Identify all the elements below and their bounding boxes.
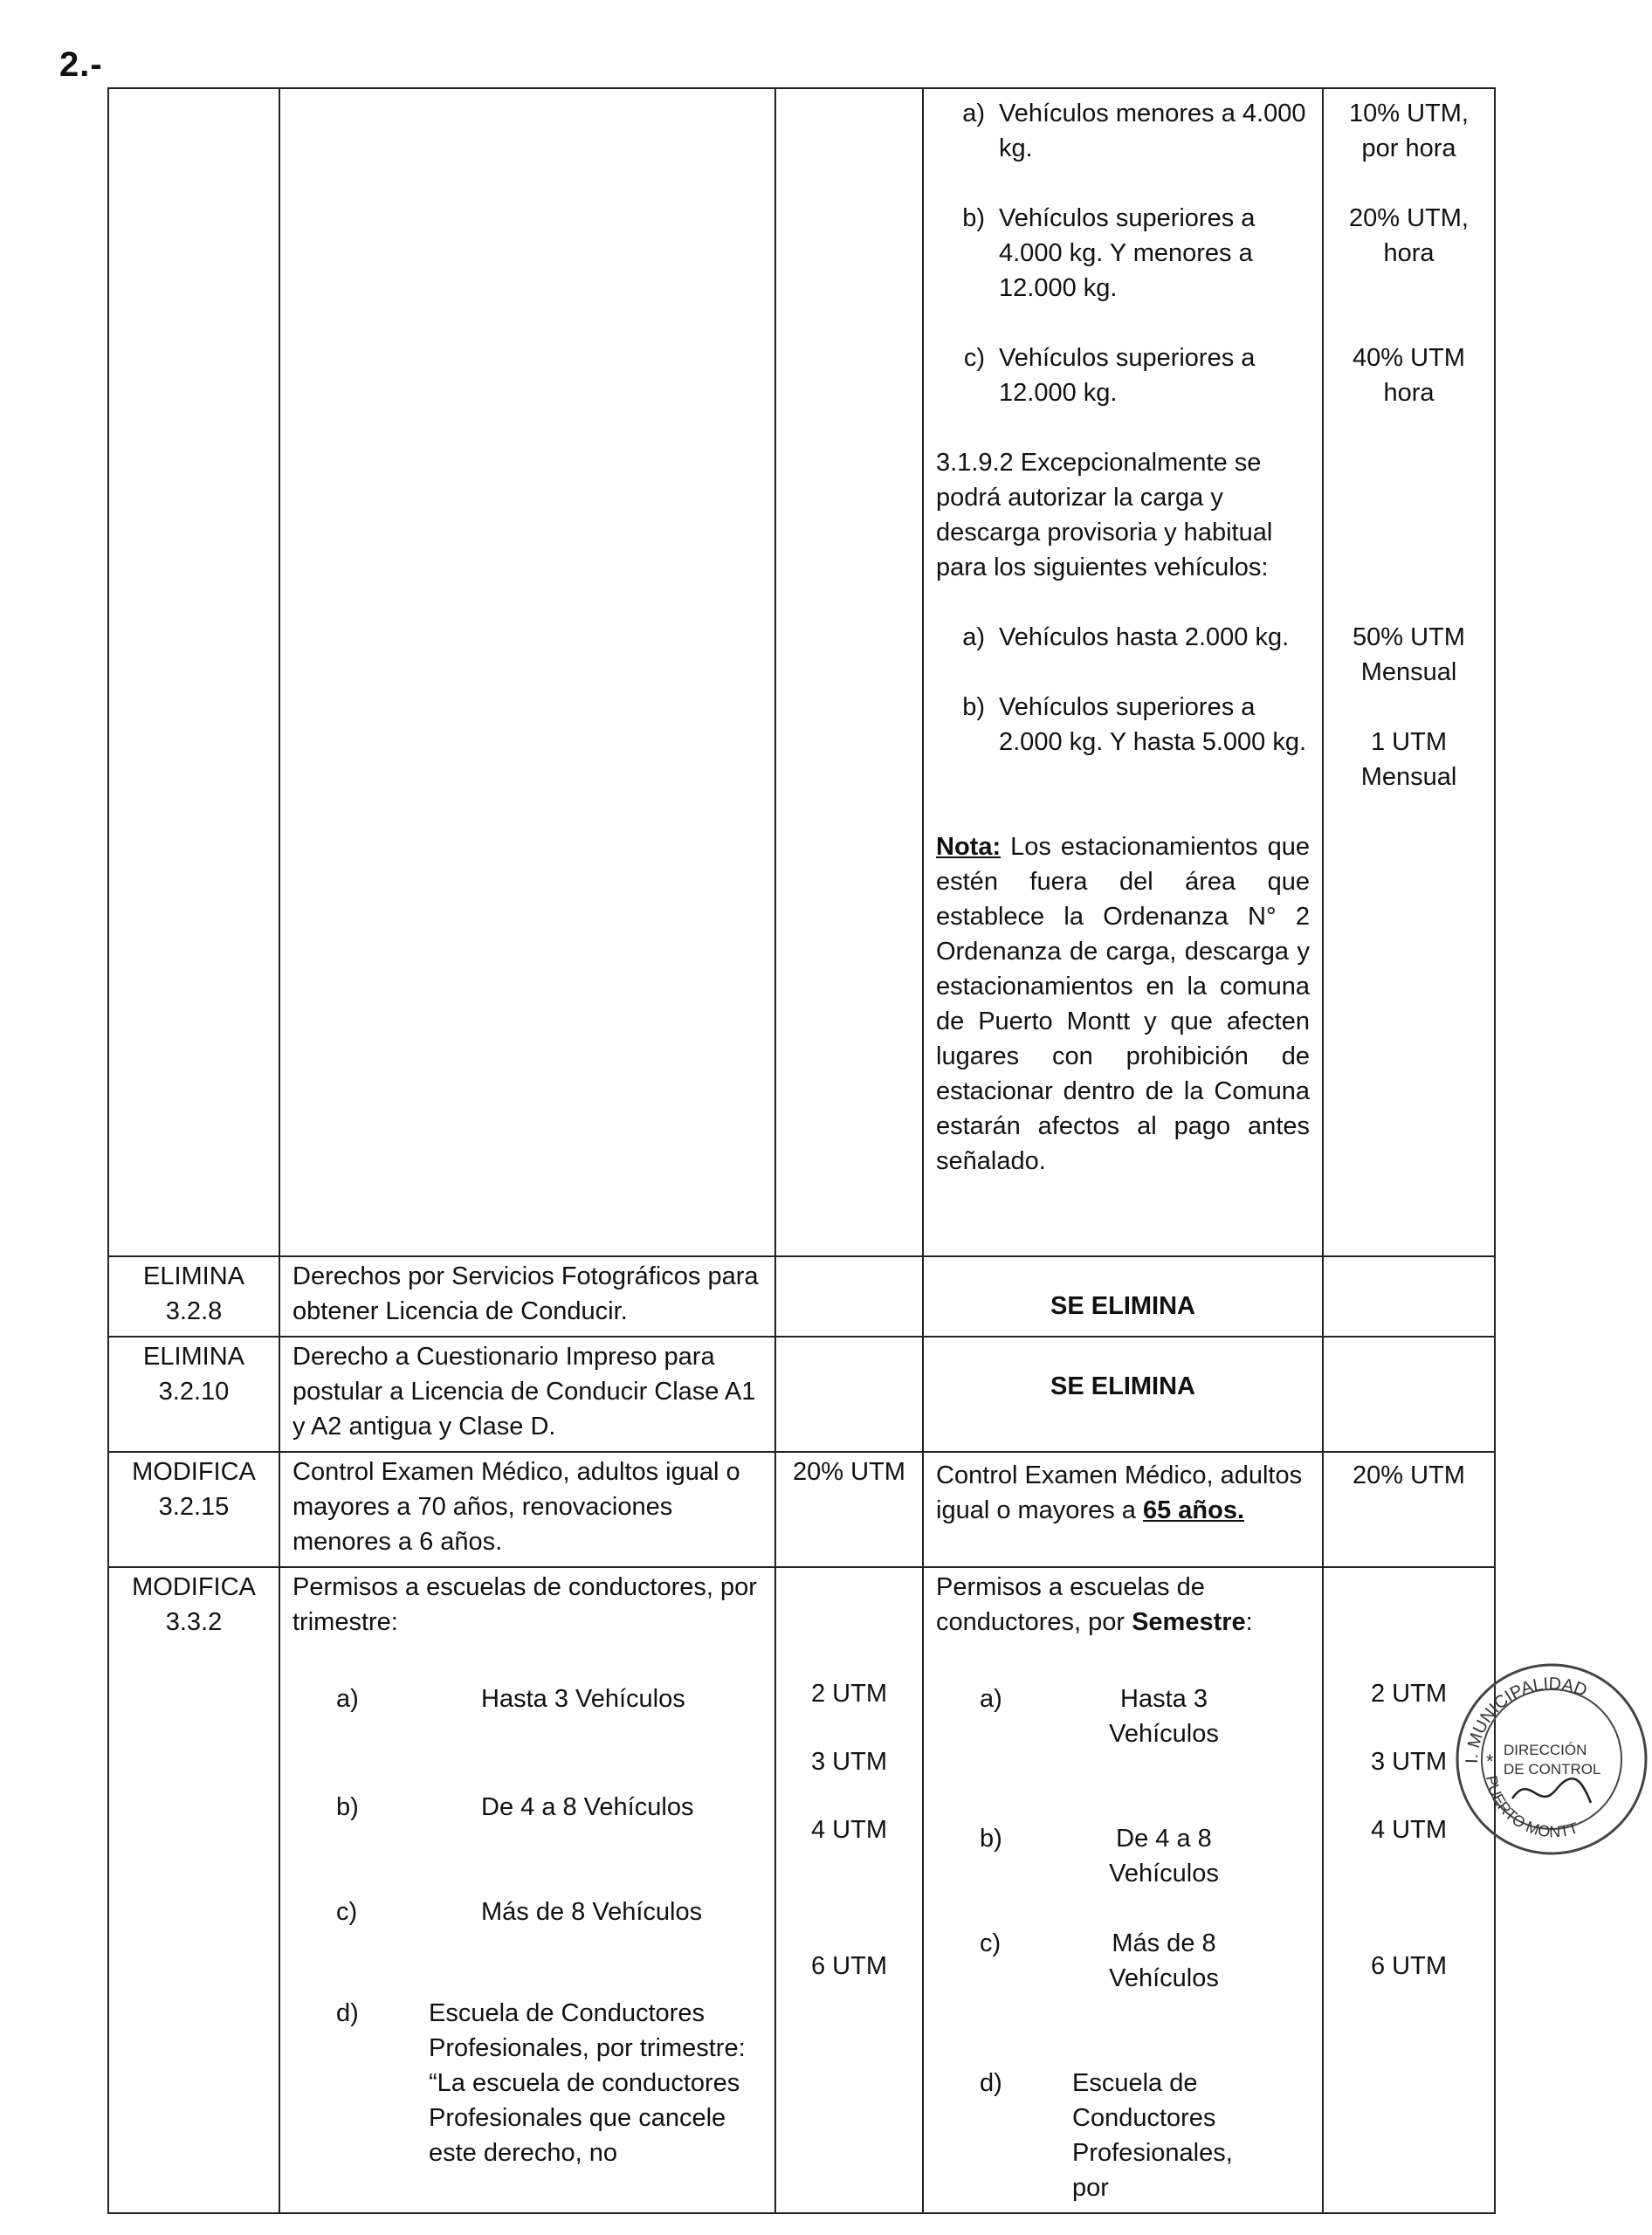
rate-value: 2 UTM (1371, 1680, 1447, 1708)
table-row (108, 88, 1495, 1256)
action-cell: MODIFICA 3.3.2 (108, 1567, 279, 2213)
rate-value: 6 UTM (1371, 1952, 1447, 1980)
list-item: a) Vehículos menores a 4.000 kg. (962, 100, 1306, 162)
svg-text:*: * (1486, 1750, 1494, 1772)
description-cell: Control Examen Médico, adultos igual o mayores a 70 años, renovaciones menores a 6 años. (279, 1452, 775, 1567)
list-item: b) Vehículos superiores a 4.000 kg. Y menores a 12.000 kg. (962, 204, 1256, 302)
table-row (108, 1567, 1495, 2213)
action-cell (108, 88, 279, 1256)
old-value-cell (775, 1337, 923, 1452)
action-cell: ELIMINA 3.2.8 (108, 1256, 279, 1337)
description-intro: Permisos a escuelas de conductores, por trimestre: (293, 1573, 757, 1636)
new-value-cell (1323, 1337, 1495, 1452)
description-cell: Derecho a Cuestionario Impreso para postular a Licencia de Conducir Clase A1 y A2 antigua y Clase D. (279, 1337, 775, 1452)
rate-value: 2 UTM (811, 1680, 887, 1708)
list-item: c) Vehículos superiores a 12.000 kg. (963, 344, 1256, 407)
rate-value: 40% UTM hora (1353, 344, 1465, 407)
list-item: a) Vehículos hasta 2.000 kg. (962, 623, 1290, 651)
rate-value: 50% UTM Mensual (1353, 623, 1465, 686)
list-item: b) De 4 a 8 Vehículos (980, 1825, 1219, 1888)
rate-value: 10% UTM, por hora (1349, 100, 1469, 162)
table-row (108, 1256, 1495, 1337)
rate-value: 4 UTM (811, 1816, 887, 1844)
new-text-cell: Control Examen Médico, adultos igual o mayores a 65 años. (923, 1452, 1323, 1567)
new-text-cell: SE ELIMINA (923, 1256, 1323, 1337)
new-intro: Permisos a escuelas de conductores, por Semestre: (936, 1573, 1253, 1636)
description-cell (279, 1567, 775, 2213)
rate-value: 3 UTM (811, 1748, 887, 1776)
note-label: Nota: (936, 833, 1002, 861)
new-value-cell (1323, 1256, 1495, 1337)
action-cell: MODIFICA 3.2.15 (108, 1452, 279, 1567)
list-item: d) Escuela de Conductores Profesionales, por trimestre: “La escuela de conductores Profesionales que cancele este derecho, no (336, 1999, 746, 2167)
table-row (108, 1452, 1495, 1567)
list-item: a) Hasta 3 Vehículos (980, 1685, 1219, 1748)
note-text: Los estacionamientos que estén fuera del área que establece la Ordenanza N° 2 Ordenanza de carga, descarga y estacionamientos en la comuna de Puerto Montt y que afecten lugares con prohibición de estacionar dentro de la Comuna estarán afectos al pago antes señalado. (936, 833, 1310, 1175)
clause-text: 3.1.9.2 Excepcionalmente se podrá autorizar la carga y descarga provisoria y habitual para los siguientes vehículos: (936, 449, 1273, 581)
new-text-cell (923, 88, 1323, 1256)
new-text-cell: SE ELIMINA (923, 1337, 1323, 1452)
action-cell: ELIMINA 3.2.10 (108, 1337, 279, 1452)
list-item: c) Más de 8 Vehículos (980, 1929, 1219, 1992)
table-row (108, 1337, 1495, 1452)
rate-value: 20% UTM, hora (1349, 204, 1469, 267)
rate-value: 1 UTM Mensual (1360, 728, 1457, 791)
svg-text:DE CONTROL: DE CONTROL (1504, 1761, 1601, 1778)
municipal-stamp-icon (1451, 1659, 1652, 1860)
list-item: d) Escuela de Conductores Profesionales, por (980, 2069, 1233, 2202)
ordinance-table (107, 87, 1496, 2214)
list-item: b) Vehículos superiores a 2.000 kg. Y hasta 5.000 kg. (962, 693, 1307, 756)
old-value-cell (775, 1567, 923, 2213)
description-cell: Derechos por Servicios Fotográficos para obtener Licencia de Conducir. (279, 1256, 775, 1337)
description-cell (279, 88, 775, 1256)
note (936, 829, 1310, 1179)
svg-text:PUERTO MONTT: PUERTO MONTT (1482, 1773, 1580, 1841)
new-age-emphasis: 65 años. (1142, 1496, 1245, 1524)
rate-value: 6 UTM (811, 1952, 887, 1980)
svg-text:DIRECCIÓN: DIRECCIÓN (1504, 1742, 1587, 1758)
page-number: 2.- (59, 45, 103, 84)
list-item: c) Más de 8 Vehículos (336, 1898, 703, 1926)
new-value-cell (1323, 88, 1495, 1256)
old-value-cell: 20% UTM (775, 1452, 923, 1567)
rate-value: 4 UTM (1371, 1816, 1447, 1844)
old-value-cell (775, 1256, 923, 1337)
new-text-cell (923, 1567, 1323, 2213)
rate-value: 3 UTM (1371, 1748, 1447, 1776)
svg-text:I. MUNICIPALIDAD: I. MUNICIPALIDAD (1462, 1674, 1590, 1764)
list-item: b) De 4 a 8 Vehículos (336, 1793, 694, 1821)
old-value-cell (775, 88, 923, 1256)
new-value-cell: 20% UTM (1323, 1452, 1495, 1567)
list-item: a) Hasta 3 Vehículos (336, 1685, 685, 1713)
